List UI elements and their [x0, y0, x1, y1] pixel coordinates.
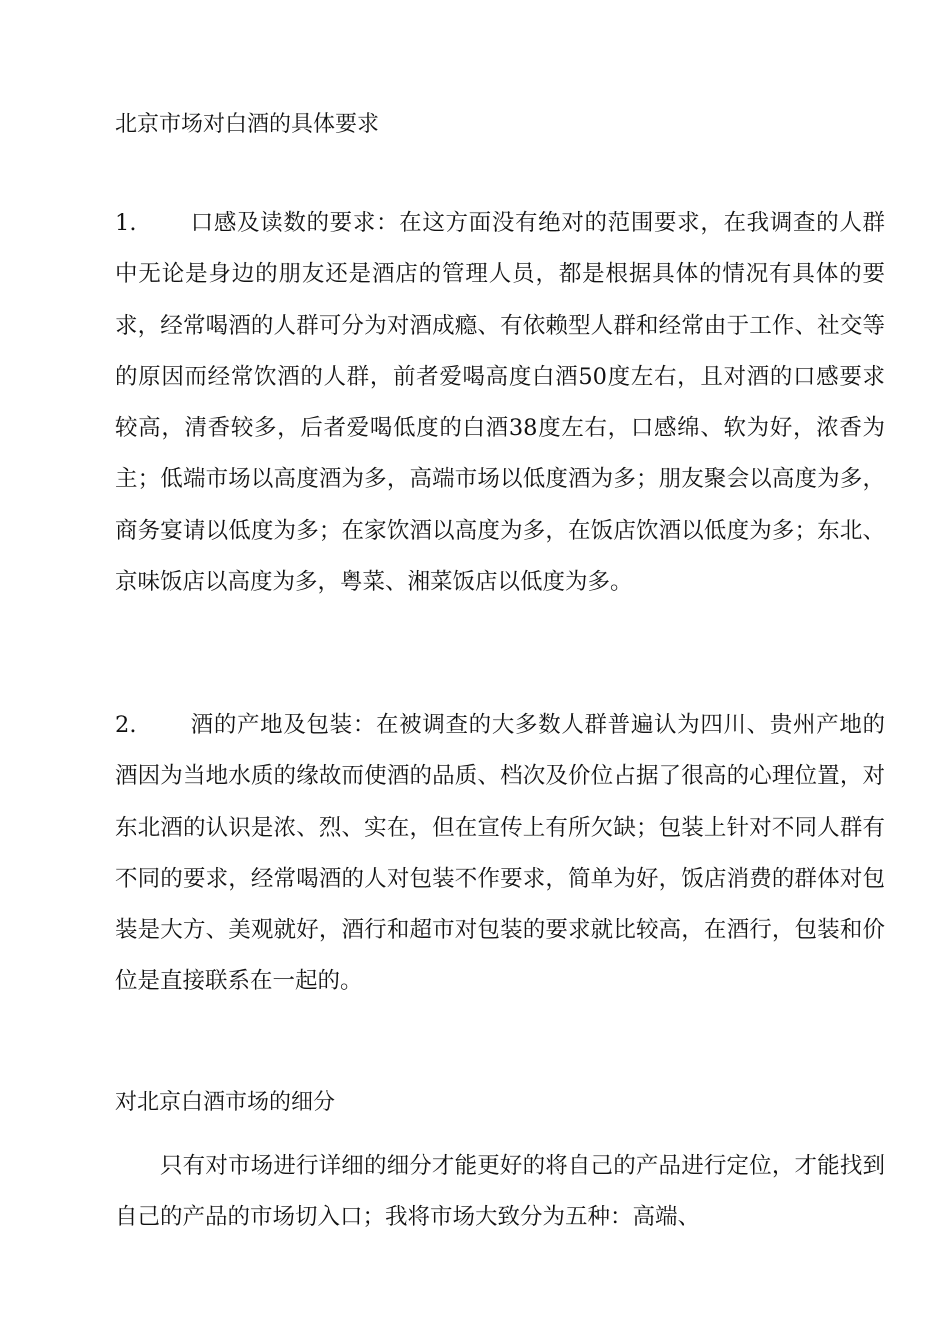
list-item-number: 1.: [115, 210, 137, 236]
list-item-taste-requirements: [115, 198, 885, 608]
section-heading-market-segmentation: 对北京白酒市场的细分: [115, 1090, 336, 1115]
body-paragraph-segmentation: 只有对市场进行详细的细分才能更好的将自己的产品进行定位，才能找到自己的产品的市场切入口；我将市场大致分为五种：高端、: [115, 1153, 885, 1231]
list-item-number: 2.: [115, 712, 137, 738]
list-item-text: 酒的产地及包装：在被调查的大多数人群普遍认为四川、贵州产地的酒因为当地水质的缘故而使酒的品质、档次及价位占据了很高的心理位置，对东北酒的认识是浓、烈、实在，但在宣传上有所欠缺；包装上针对不同人群有不同的要求，经常喝酒的人对包装不作要求，简单为好，饭店消费的群体对包装是大方、美观就好，酒行和超市对包装的要求就比较高，在酒行，包装和价位是直接联系在一起的。: [115, 712, 885, 995]
list-item-text: 口感及读数的要求：在这方面没有绝对的范围要求，在我调查的人群中无论是身边的朋友还是酒店的管理人员，都是根据具体的情况有具体的要求，经常喝酒的人群可分为对酒成瘾、有依赖型人群和经常由于工作、社交等的原因而经常饮酒的人群，前者爱喝高度白酒50度左右，且对酒的口感要求较高，清香较多，后者爱喝低度的白酒38度左右，口感绵、软为好，浓香为主；低端市场以高度酒为多，高端市场以低度酒为多；朋友聚会以高度为多，商务宴请以低度为多；在家饮酒以高度为多，在饭店饮酒以低度为多；东北、京味饭店以高度为多，粤菜、湘菜饭店以低度为多。: [115, 210, 885, 596]
section-heading-beijing-requirements: 北京市场对白酒的具体要求: [115, 112, 380, 137]
list-item-origin-packaging: [115, 700, 885, 1008]
